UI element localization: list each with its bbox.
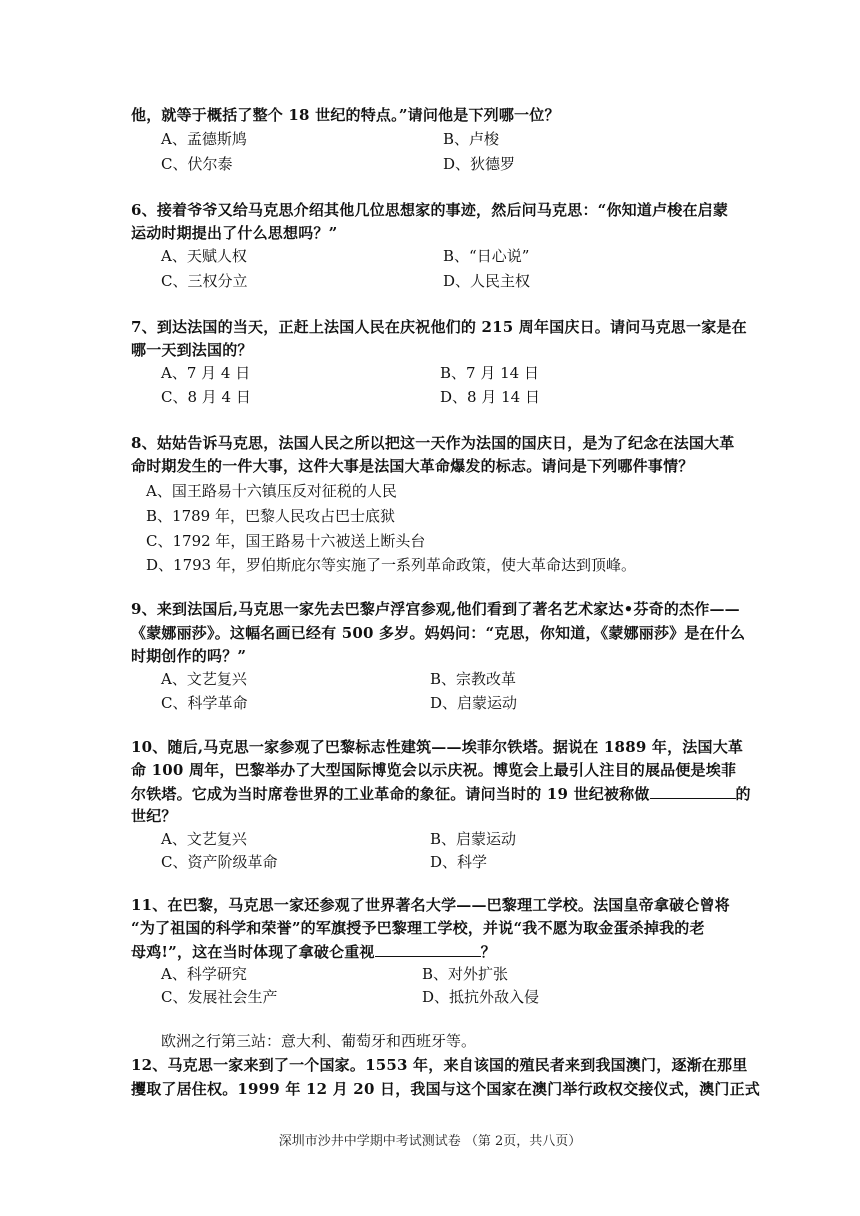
- q10-stem-line-3: [131, 784, 751, 803]
- q10-stem-line-3-text: 尔铁塔。它成为当时席卷世界的工业革命的象征。请问当时的 19 世纪被称做: [131, 785, 650, 803]
- q5-option-d: D、狄德罗: [443, 155, 516, 173]
- q10-option-d: D、科学: [430, 853, 488, 871]
- q7-option-d: D、8 月 14 日: [440, 388, 540, 406]
- q11-option-b: B、对外扩张: [422, 965, 509, 983]
- q11-stem-line-1: 11、在巴黎，马克思一家还参观了世界著名大学——巴黎理工学校。法国皇帝拿破仑曾将: [131, 896, 730, 914]
- q9-option-c: C、科学革命: [161, 694, 248, 712]
- q5-option-c: C、伏尔泰: [161, 155, 233, 173]
- q8-option-d: D、1793 年，罗伯斯庇尔等实施了一系列革命政策，使大革命达到顶峰。: [146, 556, 636, 574]
- q9-option-d: D、启蒙运动: [430, 694, 518, 712]
- q6-option-d: D、人民主权: [443, 272, 531, 290]
- q7-option-c: C、8 月 4 日: [161, 388, 251, 406]
- q6-option-c: C、三权分立: [161, 272, 248, 290]
- answer-blank: [375, 942, 481, 957]
- q10-option-a: A、文艺复兴: [161, 830, 247, 848]
- q10-option-b: B、启蒙运动: [430, 830, 517, 848]
- q6-option-b: B、“日心说”: [443, 247, 530, 265]
- q5-option-b: B、卢梭: [443, 130, 500, 148]
- q10-stem-line-1: 10、随后,马克思一家参观了巴黎标志性建筑——埃菲尔铁塔。据说在 1889 年，法国大革: [131, 738, 744, 756]
- q7-option-a: A、7 月 4 日: [161, 364, 251, 382]
- q7-stem-line-2: 哪一天到法国的？: [131, 341, 253, 359]
- q11-stem-line-3-text: 母鸡!”，这在当时体现了拿破仑重视: [131, 943, 375, 961]
- q6-option-a: A、天赋人权: [161, 247, 247, 265]
- q8-option-c: C、1792 年，国王路易十六被送上断头台: [146, 532, 426, 550]
- q5-stem: 他，就等于概括了整个 18 世纪的特点。”请问他是下列哪一位？: [131, 106, 560, 124]
- q10-option-c: C、资产阶级革命: [161, 853, 278, 871]
- q11-stem-line-3: [131, 942, 496, 961]
- q7-option-b: B、7 月 14 日: [440, 364, 539, 382]
- q9-stem-line-3: 时期创作的吗？”: [131, 647, 247, 665]
- q9-option-b: B、宗教改革: [430, 670, 517, 688]
- q11-stem-line-2: “为了祖国的科学和荣誉”的军旗授予巴黎理工学校，并说“我不愿为取金蛋杀掉我的老: [131, 919, 705, 937]
- q10-stem-line-3-end: 的: [735, 785, 751, 803]
- page-footer: 深圳市沙井中学期中考试测试卷 （第 2页，共八页）: [278, 1134, 582, 1149]
- q9-stem-line-2: 《蒙娜丽莎》。这幅名画已经有 500 多岁。妈妈问：“克思，你知道，《蒙娜丽莎》是在什么: [131, 624, 746, 642]
- q8-option-a: A、国王路易十六镇压反对征税的人民: [146, 482, 397, 500]
- q11-option-c: C、发展社会生产: [161, 988, 278, 1006]
- q12-stem-line-2: 攫取了居住权。1999 年 12 月 20 日，我国与这个国家在澳门举行政权交接仪式，澳门正式: [131, 1080, 761, 1098]
- q8-stem-line-2: 命时期发生的一件大事，这件大事是法国大革命爆发的标志。请问是下列哪件事情？: [131, 457, 694, 475]
- q9-stem-line-1: 9、来到法国后,马克思一家先去巴黎卢浮宫参观,他们看到了著名艺术家达•芬奇的杰作——: [131, 600, 740, 618]
- q10-stem-line-2: 命 100 周年，巴黎举办了大型国际博览会以示庆祝。博览会上最引人注目的展品便是埃菲: [131, 761, 737, 779]
- q5-option-a: A、孟德斯鸠: [161, 130, 247, 148]
- q9-option-a: A、文艺复兴: [161, 670, 247, 688]
- q10-stem-line-4: 世纪？: [131, 807, 177, 825]
- q8-option-b: B、1789 年，巴黎人民攻占巴士底狱: [146, 507, 395, 525]
- q11-stem-line-3-end: ？: [480, 943, 496, 961]
- q6-stem-line-2: 运动时期提出了什么思想吗？”: [131, 224, 338, 242]
- answer-blank: [650, 784, 736, 799]
- q11-option-d: D、抵抗外敌入侵: [422, 988, 540, 1006]
- q6-stem-line-1: 6、接着爷爷又给马克思介绍其他几位思想家的事迹，然后问马克思：“你知道卢梭在启蒙: [131, 201, 729, 219]
- q11-option-a: A、科学研究: [161, 965, 247, 983]
- q12-stem-line-1: 12、马克思一家来到了一个国家。1553 年，来自该国的殖民者来到我国澳门，逐渐在那里: [131, 1056, 748, 1074]
- q7-stem-line-1: 7、到达法国的当天，正赶上法国人民在庆祝他们的 215 周年国庆日。请问马克思一家是在: [131, 318, 747, 336]
- section-heading: 欧洲之行第三站：意大利、葡萄牙和西班牙等。: [161, 1032, 477, 1050]
- q8-stem-line-1: 8、姑姑告诉马克思，法国人民之所以把这一天作为法国的国庆日，是为了纪念在法国大革: [131, 434, 735, 452]
